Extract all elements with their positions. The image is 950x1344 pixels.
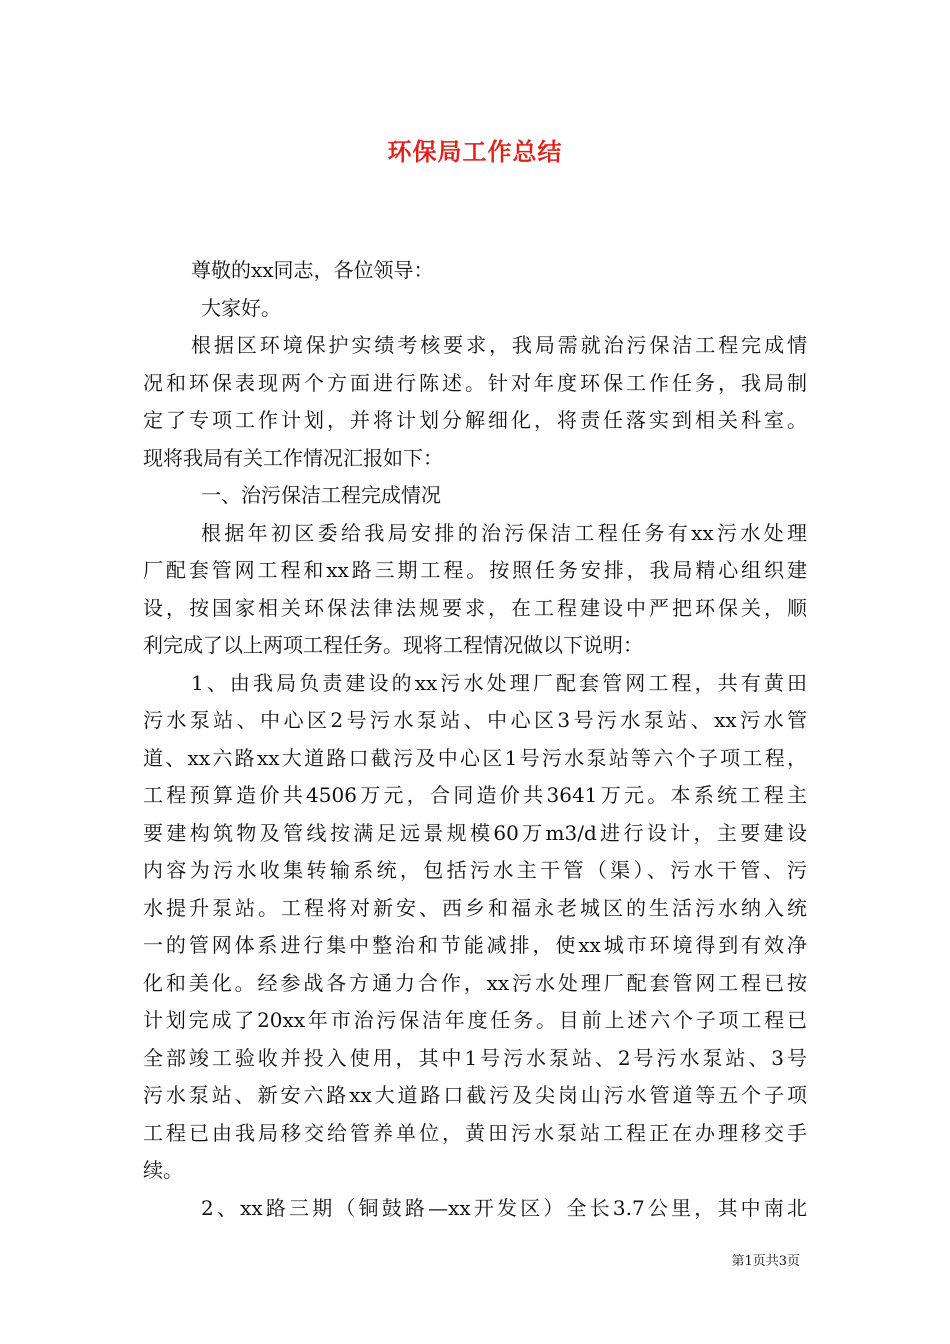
body-line: 工程预算造价共4506万元，合同造价共3641万元。本系统工程主 <box>143 783 807 807</box>
body-line: 要建构筑物及管线按满足远景规模60万m3/d进行设计，主要建设 <box>143 820 807 845</box>
body-line: 利完成了以上两项工程任务。现将工程情况做以下说明： <box>143 633 643 657</box>
body-line: 尊敬的xx同志，各位领导： <box>191 258 434 282</box>
body-line: 污水泵站、中心区2号污水泵站、中心区3号污水泵站、xx污水管 <box>143 708 807 732</box>
body-line: 设，按国家相关环保法律法规要求，在工程建设中严把环保关，顺 <box>143 595 807 620</box>
body-line: 一的管网体系进行集中整治和节能减排，使xx城市环境得到有效净 <box>143 933 807 957</box>
body-line: 化和美化。经参战各方通力合作，xx污水处理厂配套管网工程已按 <box>143 970 807 995</box>
body-line: 工程已由我局移交给管养单位，黄田污水泵站工程正在办理移交手 <box>143 1120 807 1145</box>
body-line: 1、由我局负责建设的xx污水处理厂配套管网工程，共有黄田 <box>191 670 807 695</box>
body-line: 一、治污保洁工程完成情况 <box>201 483 441 507</box>
body-line: 根据区环境保护实绩考核要求，我局需就治污保洁工程完成情 <box>191 333 807 357</box>
body-line: 根据年初区委给我局安排的治污保洁工程任务有xx污水处理 <box>201 520 807 545</box>
page-number: 第1页共3页 <box>731 1254 800 1269</box>
body-line: 大家好。 <box>201 295 281 320</box>
body-line: 水提升泵站。工程将对新安、西乡和福永老城区的生活污水纳入统 <box>143 895 807 920</box>
body-line: 污水泵站、新安六路xx大道路口截污及尖岗山污水管道等五个子项 <box>143 1083 807 1107</box>
body-line: 内容为污水收集转输系统，包括污水主干管（渠）、污水干管、污 <box>143 858 807 882</box>
document-body <box>143 252 807 1227</box>
body-line: 道、xx六路xx大道路口截污及中心区1号污水泵站等六个子项工程， <box>143 745 807 770</box>
body-line: 况和环保表现两个方面进行陈述。针对年度环保工作任务，我局制 <box>143 370 807 395</box>
body-line: 定了专项工作计划，并将计划分解细化，将责任落实到相关科室。 <box>143 408 807 432</box>
body-line: 厂配套管网工程和xx路三期工程。按照任务安排，我局精心组织建 <box>143 558 807 582</box>
body-line: 现将我局有关工作情况汇报如下： <box>143 445 443 470</box>
body-line: 续。 <box>143 1158 183 1182</box>
body-line: 计划完成了20xx年市治污保洁年度任务。目前上述六个子项工程已 <box>143 1008 807 1032</box>
body-line: 全部竣工验收并投入使用，其中1号污水泵站、2号污水泵站、3号 <box>143 1045 807 1070</box>
document-title: 环保局工作总结 <box>387 138 563 166</box>
body-line: 2、xx路三期（铜鼓路—xx开发区）全长3.7公里，其中南北 <box>201 1195 807 1220</box>
